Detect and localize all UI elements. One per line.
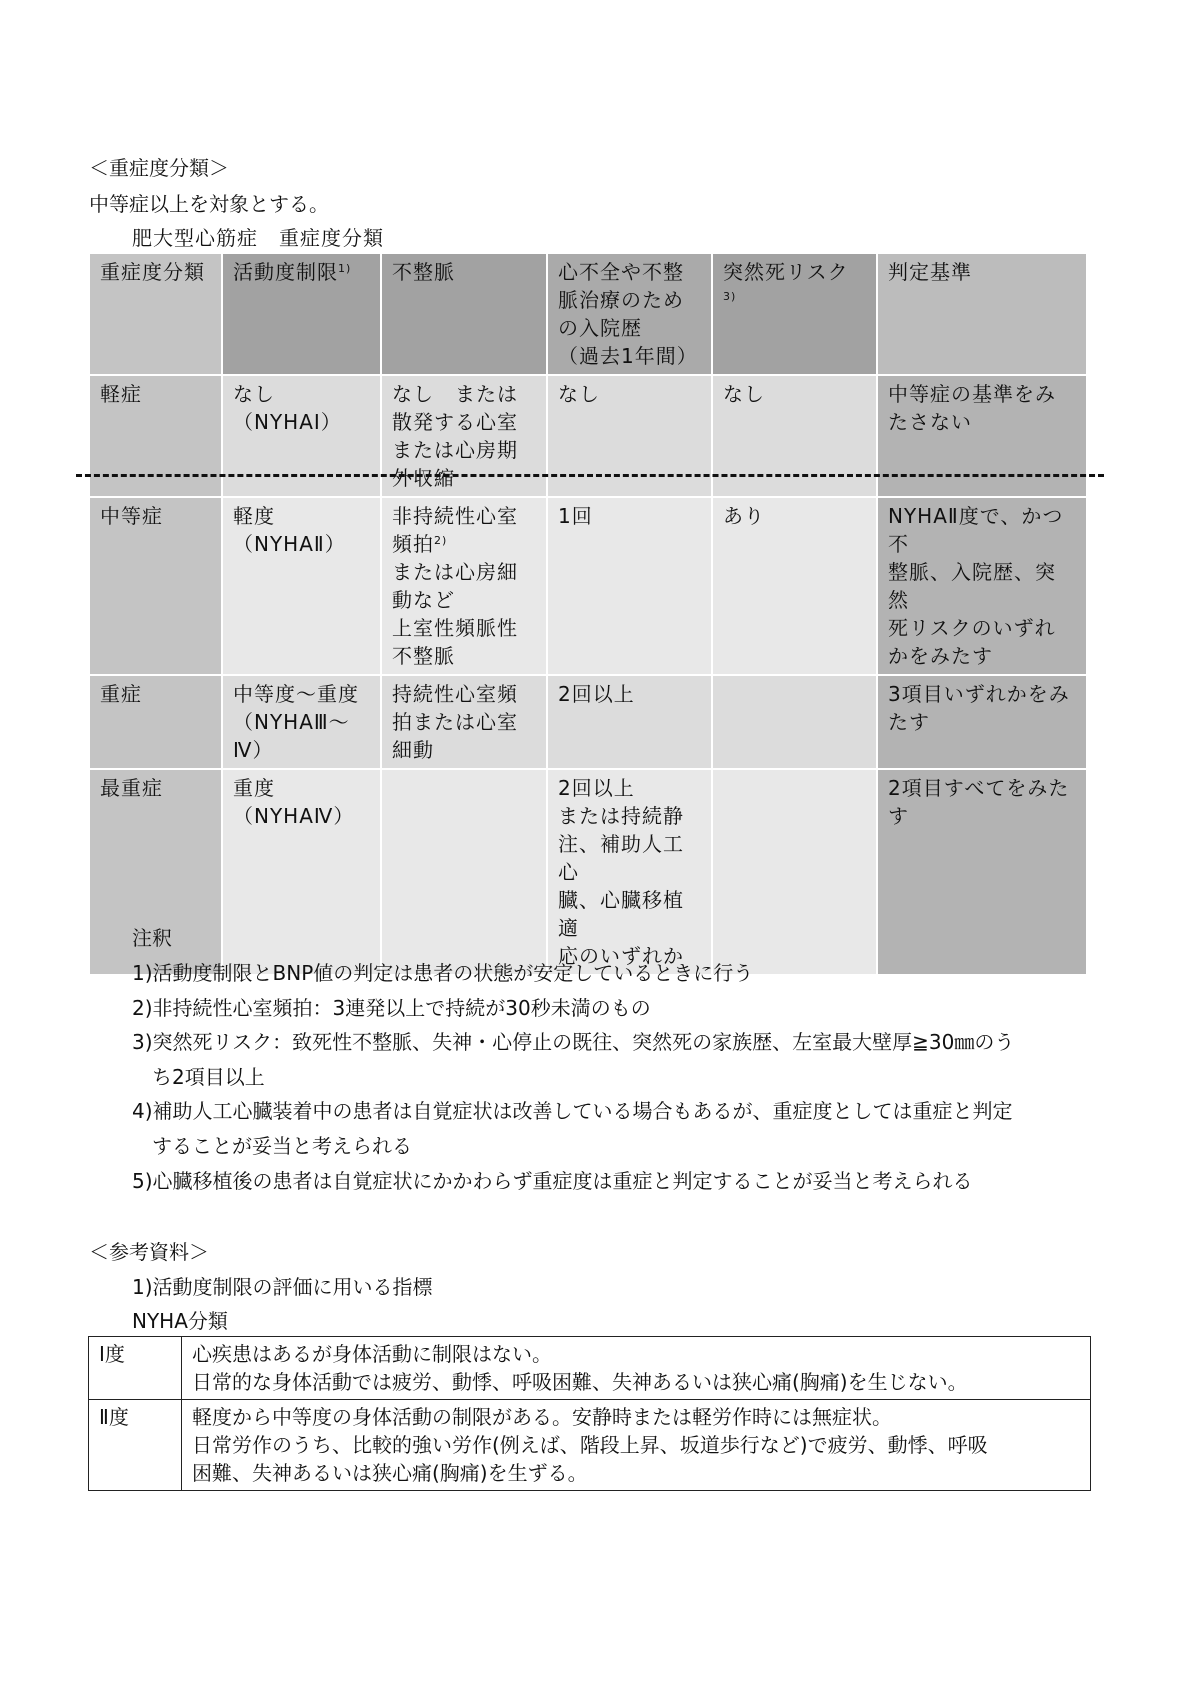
cell-line: たさない (888, 410, 972, 434)
cell-line: 軽症 (100, 382, 142, 406)
note-item: ち2項目以上 (132, 1064, 265, 1089)
cell-line: 動など (392, 588, 455, 612)
notes-title: 注釈 (132, 926, 172, 950)
cell-line: 心不全や不整 (558, 260, 684, 284)
cell-line: 日常的な身体活動では疲労、動悸、呼吸困難、失神あるいは狭心痛(胸痛)を生じない。 (192, 1370, 968, 1394)
header-cell (89, 253, 222, 375)
footnote-ref: 1) (338, 262, 352, 275)
cell-line: （NYHAⅠ） (233, 410, 342, 434)
cell-line: 軽度から中等度の身体活動の制限がある。安静時または軽労作時には無症状。 (192, 1405, 892, 1429)
severity-label (89, 375, 222, 497)
cell-line: 重症 (100, 682, 142, 706)
header-cell (877, 253, 1087, 375)
cell-line: 不整脈 (392, 644, 455, 668)
cell-line: （NYHAⅡ） (233, 532, 346, 556)
cell-line: 臓、心臓移植適 (558, 888, 684, 940)
header-cell (547, 253, 712, 375)
cell-line: 日常労作のうち、比較的強い労作(例えば、階段上昇、坂道歩行など)で疲労、動悸、呼吸 (192, 1433, 988, 1457)
cell-line: 応のいずれか (558, 944, 684, 968)
cell-line: 突然死リスク (723, 260, 849, 284)
table-row (89, 497, 1087, 675)
cell-line: なし (558, 382, 600, 406)
severity-table (88, 252, 1088, 976)
cell-line: NYHAⅡ度で、かつ不 (888, 504, 1064, 556)
note-item: 5)心臓移植後の患者は自覚症状にかかわらず重症度は重症と判定することが妥当と考えられる (132, 1168, 973, 1193)
footnote-ref: 2) (434, 534, 448, 547)
table-cell (712, 769, 877, 975)
cell-line: 1回 (558, 504, 593, 528)
table-cell (877, 497, 1087, 675)
header-cell (712, 253, 877, 375)
cell-line: す (888, 804, 909, 828)
cell-line: 脈治療のため (558, 288, 684, 312)
cell-line: 整脈、入院歴、突然 (888, 560, 1056, 612)
table-header-row (89, 253, 1087, 375)
table-cell (547, 769, 712, 975)
nyha-grade: Ⅰ度 (89, 1337, 182, 1400)
nyha-row (89, 1400, 1091, 1491)
cell-line: 心疾患はあるが身体活動に制限はない。 (192, 1342, 552, 1366)
cell-line: 散発する心室 (392, 410, 518, 434)
cell-line: 2回以上 (558, 682, 635, 706)
table-cell (381, 375, 547, 497)
table-cell (547, 675, 712, 769)
cell-line: 死リスクのいずれ (888, 616, 1056, 640)
cell-line: または持続静 (558, 804, 684, 828)
table-cell (712, 375, 877, 497)
severity-label (89, 497, 222, 675)
cell-line: 中等度～重度 (233, 682, 359, 706)
notes-list (132, 956, 1014, 1198)
table-cell (222, 375, 381, 497)
cell-line: 持続性心室頻 (392, 682, 518, 706)
cell-line: たす (888, 710, 930, 734)
cell-line: 軽度 (233, 504, 275, 528)
section-title: ＜重症度分類＞ (89, 156, 229, 180)
cell-line: 活動度制限$^{1)}$ (233, 260, 352, 284)
table-cell (712, 675, 877, 769)
cell-line: 中等症 (100, 504, 163, 528)
cell-line: （NYHAⅣ） (233, 804, 355, 828)
table-cell (222, 769, 381, 975)
table-row (89, 769, 1087, 975)
cell-line: 3項目いずれかをみ (888, 682, 1070, 706)
severity-label (89, 675, 222, 769)
table-cell (381, 675, 547, 769)
cell-line (723, 286, 866, 314)
cell-line: 頻拍$^{2)}$ (392, 532, 448, 556)
nyha-title: NYHA分類 (132, 1309, 228, 1333)
cell-line: なし または (392, 382, 518, 406)
table-row (89, 375, 1087, 497)
dashed-divider (76, 474, 1104, 477)
table-title: 肥大型心筋症 重症度分類 (132, 226, 384, 250)
cell-line: または心房期 (392, 438, 518, 462)
header-cell (381, 253, 547, 375)
table-row (89, 675, 1087, 769)
cell-line: 重度 (233, 776, 275, 800)
table-cell (547, 375, 712, 497)
target-text: 中等症以上を対象とする。 (89, 192, 329, 216)
note-item: 3)突然死リスク：致死性不整脈、失神・心停止の既往、突然死の家族歴、左室最大壁厚≧30㎜のう (132, 1030, 1015, 1055)
cell-line: 困難、失神あるいは狭心痛(胸痛)を生ずる。 (192, 1461, 588, 1485)
table-cell (877, 675, 1087, 769)
cell-line: 上室性頻脈性 (392, 616, 518, 640)
cell-line: 判定基準 (888, 260, 972, 284)
cell-line: （過去1年間） (558, 344, 698, 368)
cell-line: 中等症の基準をみ (888, 382, 1056, 406)
table-cell (547, 497, 712, 675)
table-cell (222, 675, 381, 769)
cell-line: の入院歴 (558, 316, 642, 340)
cell-line: 最重症 (100, 776, 163, 800)
header-cell (222, 253, 381, 375)
table-cell (381, 497, 547, 675)
cell-line: 外収縮 (392, 466, 455, 490)
cell-line: 重症度分類 (100, 260, 205, 284)
reference-subtitle: 1)活動度制限の評価に用いる指標 (132, 1275, 433, 1299)
note-item: 2)非持続性心室頻拍：3連発以上で持続が30秒未満のもの (132, 995, 651, 1020)
cell-line: （NYHAⅢ～Ⅳ） (233, 710, 350, 762)
footnote-ref: 3) (723, 290, 737, 303)
cell-line: なし (723, 382, 765, 406)
cell-line: 非持続性心室 (392, 504, 518, 528)
cell-line: 注、補助人工心 (558, 832, 684, 884)
note-item: 4)補助人工心臓装着中の患者は自覚症状は改善している場合もあるが、重症度としては重症と判定 (132, 1099, 1013, 1124)
cell-line: 細動 (392, 738, 434, 762)
cell-line: 不整脈 (392, 260, 455, 284)
nyha-row (89, 1337, 1091, 1400)
table-cell (877, 769, 1087, 975)
table-cell (877, 375, 1087, 497)
note-item: 1)活動度制限とBNP値の判定は患者の状態が安定しているときに行う (132, 961, 754, 985)
cell-line: 2項目すべてをみた (888, 776, 1070, 800)
cell-line: あり (723, 504, 765, 528)
table-cell (222, 497, 381, 675)
table-cell (381, 769, 547, 975)
nyha-table (88, 1336, 1091, 1491)
cell-line: 拍または心室 (392, 710, 518, 734)
cell-line: 2回以上 (558, 776, 635, 800)
cell-line: なし (233, 382, 275, 406)
reference-title: ＜参考資料＞ (89, 1240, 209, 1264)
nyha-description (182, 1337, 1091, 1400)
nyha-description (182, 1400, 1091, 1491)
note-item: することが妥当と考えられる (132, 1133, 412, 1158)
table-cell (712, 497, 877, 675)
nyha-grade: Ⅱ度 (89, 1400, 182, 1491)
cell-line: または心房細 (392, 560, 518, 584)
cell-line: かをみたす (888, 644, 993, 668)
